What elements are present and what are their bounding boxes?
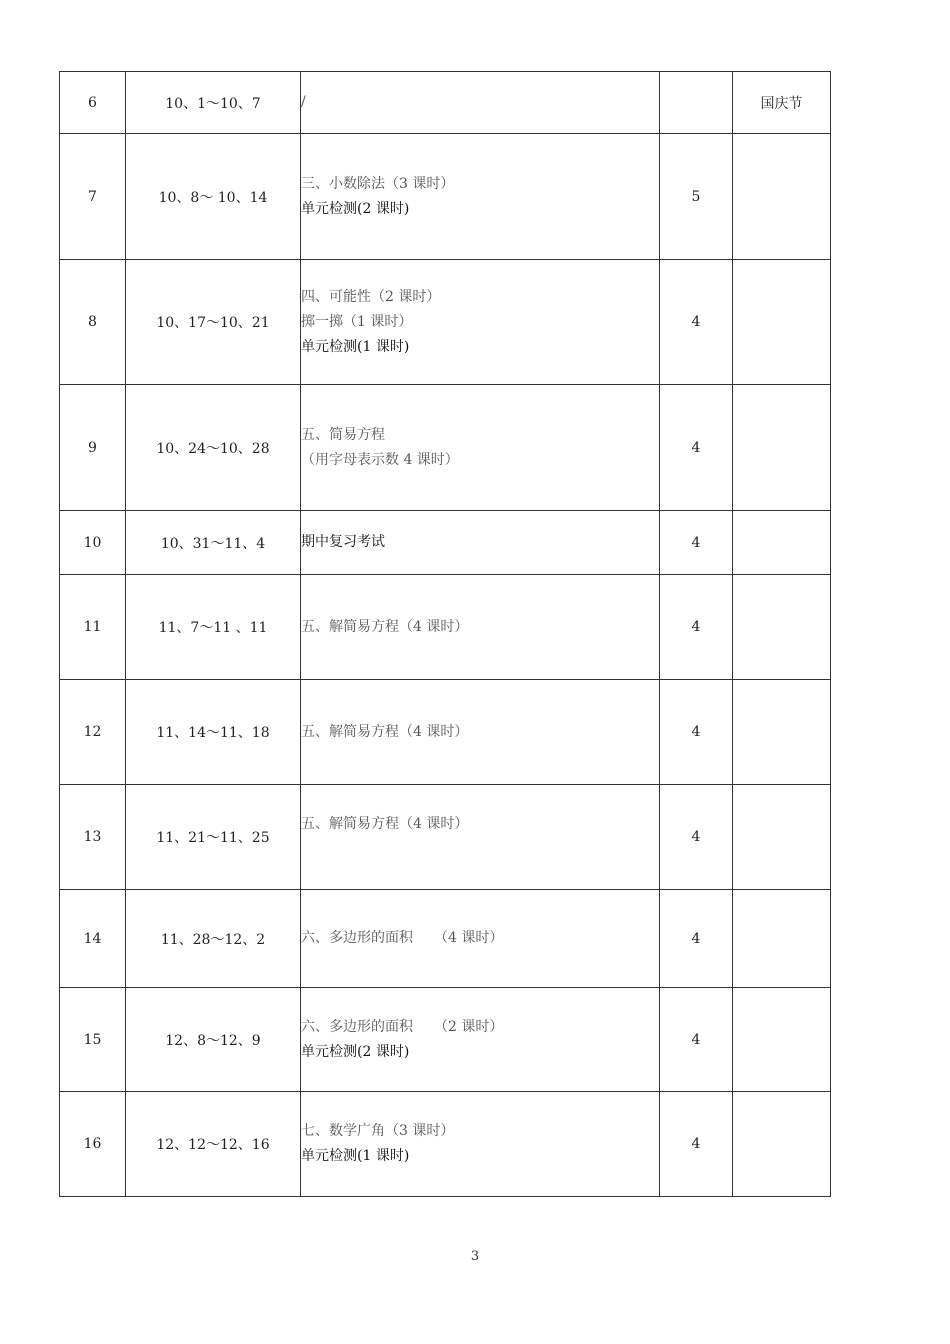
lesson-content-line: （用字母表示数 4 课时） [301,451,459,468]
lesson-content-cell [301,260,660,385]
class-hours-cell: 4 [660,385,733,511]
schedule-sheet [59,71,830,1197]
week-number-cell: 11 [60,575,126,680]
schedule-row [60,511,831,575]
lesson-content-line [301,837,659,862]
schedule-row [60,72,831,134]
week-number-cell: 12 [60,680,126,785]
class-hours-cell: 5 [660,134,733,260]
week-number-cell: 15 [60,988,126,1092]
week-number-cell: 9 [60,385,126,511]
week-number-cell: 14 [60,890,126,988]
lesson-content-line: 四、可能性（2 课时） [301,288,441,305]
date-range-cell: 11、28～12、2 [126,890,301,988]
class-hours-cell [660,72,733,134]
lesson-content-line: 七、数学广角（3 课时） [301,1123,455,1139]
class-hours-cell: 4 [660,1092,733,1197]
class-hours-cell: 4 [660,575,733,680]
page-number: 3 [470,1249,480,1264]
lesson-content-cell [301,680,660,785]
lesson-content-line: 掷一掷（1 课时） [301,313,413,330]
week-number-cell: 8 [60,260,126,385]
date-range-cell: 10、17～10、21 [126,260,301,385]
remark-cell [733,988,831,1092]
lesson-content-line: 三、小数除法（3 课时） [301,175,455,192]
lesson-content-line: 六、多边形的面积 （4 课时） [301,930,504,946]
lesson-content-cell [301,72,660,134]
schedule-row [60,988,831,1092]
schedule-row [60,134,831,260]
class-hours-cell: 4 [660,260,733,385]
remark-cell [733,785,831,890]
lesson-content-line: 单元检测(1 课时) [301,338,410,355]
class-hours-cell: 4 [660,680,733,785]
date-range-cell: 10、1～10、7 [126,72,301,134]
remark-cell [733,575,831,680]
lesson-content-line: 单元检测(1 课时) [301,1148,410,1164]
lesson-content-line: 单元检测(2 课时) [301,200,410,217]
schedule-row [60,1092,831,1197]
schedule-row [60,680,831,785]
week-number-cell: 10 [60,511,126,575]
lesson-content-line: 五、简易方程 [301,426,385,443]
remark-cell [733,260,831,385]
remark-cell [733,890,831,988]
lesson-content-line: 单元检测(2 课时) [301,1043,410,1060]
remark-cell [733,680,831,785]
week-number-cell: 7 [60,134,126,260]
lesson-content-line: 五、解简易方程（4 课时） [301,618,469,635]
lesson-content-cell [301,575,660,680]
schedule-row [60,260,831,385]
lesson-content-line: / [301,94,306,110]
lesson-content-line: 期中复习考试 [301,534,385,550]
schedule-row [60,785,831,890]
date-range-cell: 10、31～11、4 [126,511,301,575]
remark-cell [733,385,831,511]
remark-cell [733,1092,831,1197]
date-range-cell: 12、8～12、9 [126,988,301,1092]
lesson-content-cell [301,134,660,260]
lesson-content-cell [301,785,660,890]
date-range-cell: 11、7～11 、11 [126,575,301,680]
teaching-schedule-table [59,71,831,1197]
date-range-cell: 12、12～12、16 [126,1092,301,1197]
lesson-content-cell [301,385,660,511]
week-number-cell: 16 [60,1092,126,1197]
date-range-cell: 11、14～11、18 [126,680,301,785]
date-range-cell: 10、24～10、28 [126,385,301,511]
lesson-content-line: 五、解简易方程（4 课时） [301,816,469,832]
week-number-cell: 13 [60,785,126,890]
date-range-cell: 11、21～11、25 [126,785,301,890]
remark-cell [733,134,831,260]
remark-cell: 国庆节 [733,72,831,134]
remark-cell [733,511,831,575]
lesson-content-line: 五、解简易方程（4 课时） [301,723,469,740]
class-hours-cell: 4 [660,890,733,988]
class-hours-cell: 4 [660,511,733,575]
lesson-content-cell [301,890,660,988]
schedule-row [60,575,831,680]
schedule-row [60,385,831,511]
lesson-content-cell [301,511,660,575]
lesson-content-cell [301,1092,660,1197]
class-hours-cell: 4 [660,988,733,1092]
lesson-content-line: 六、多边形的面积 （2 课时） [301,1018,504,1035]
schedule-row [60,890,831,988]
schedule-table-body [60,72,831,1197]
date-range-cell: 10、8～ 10、14 [126,134,301,260]
class-hours-cell: 4 [660,785,733,890]
lesson-content-cell [301,988,660,1092]
week-number-cell: 6 [60,72,126,134]
